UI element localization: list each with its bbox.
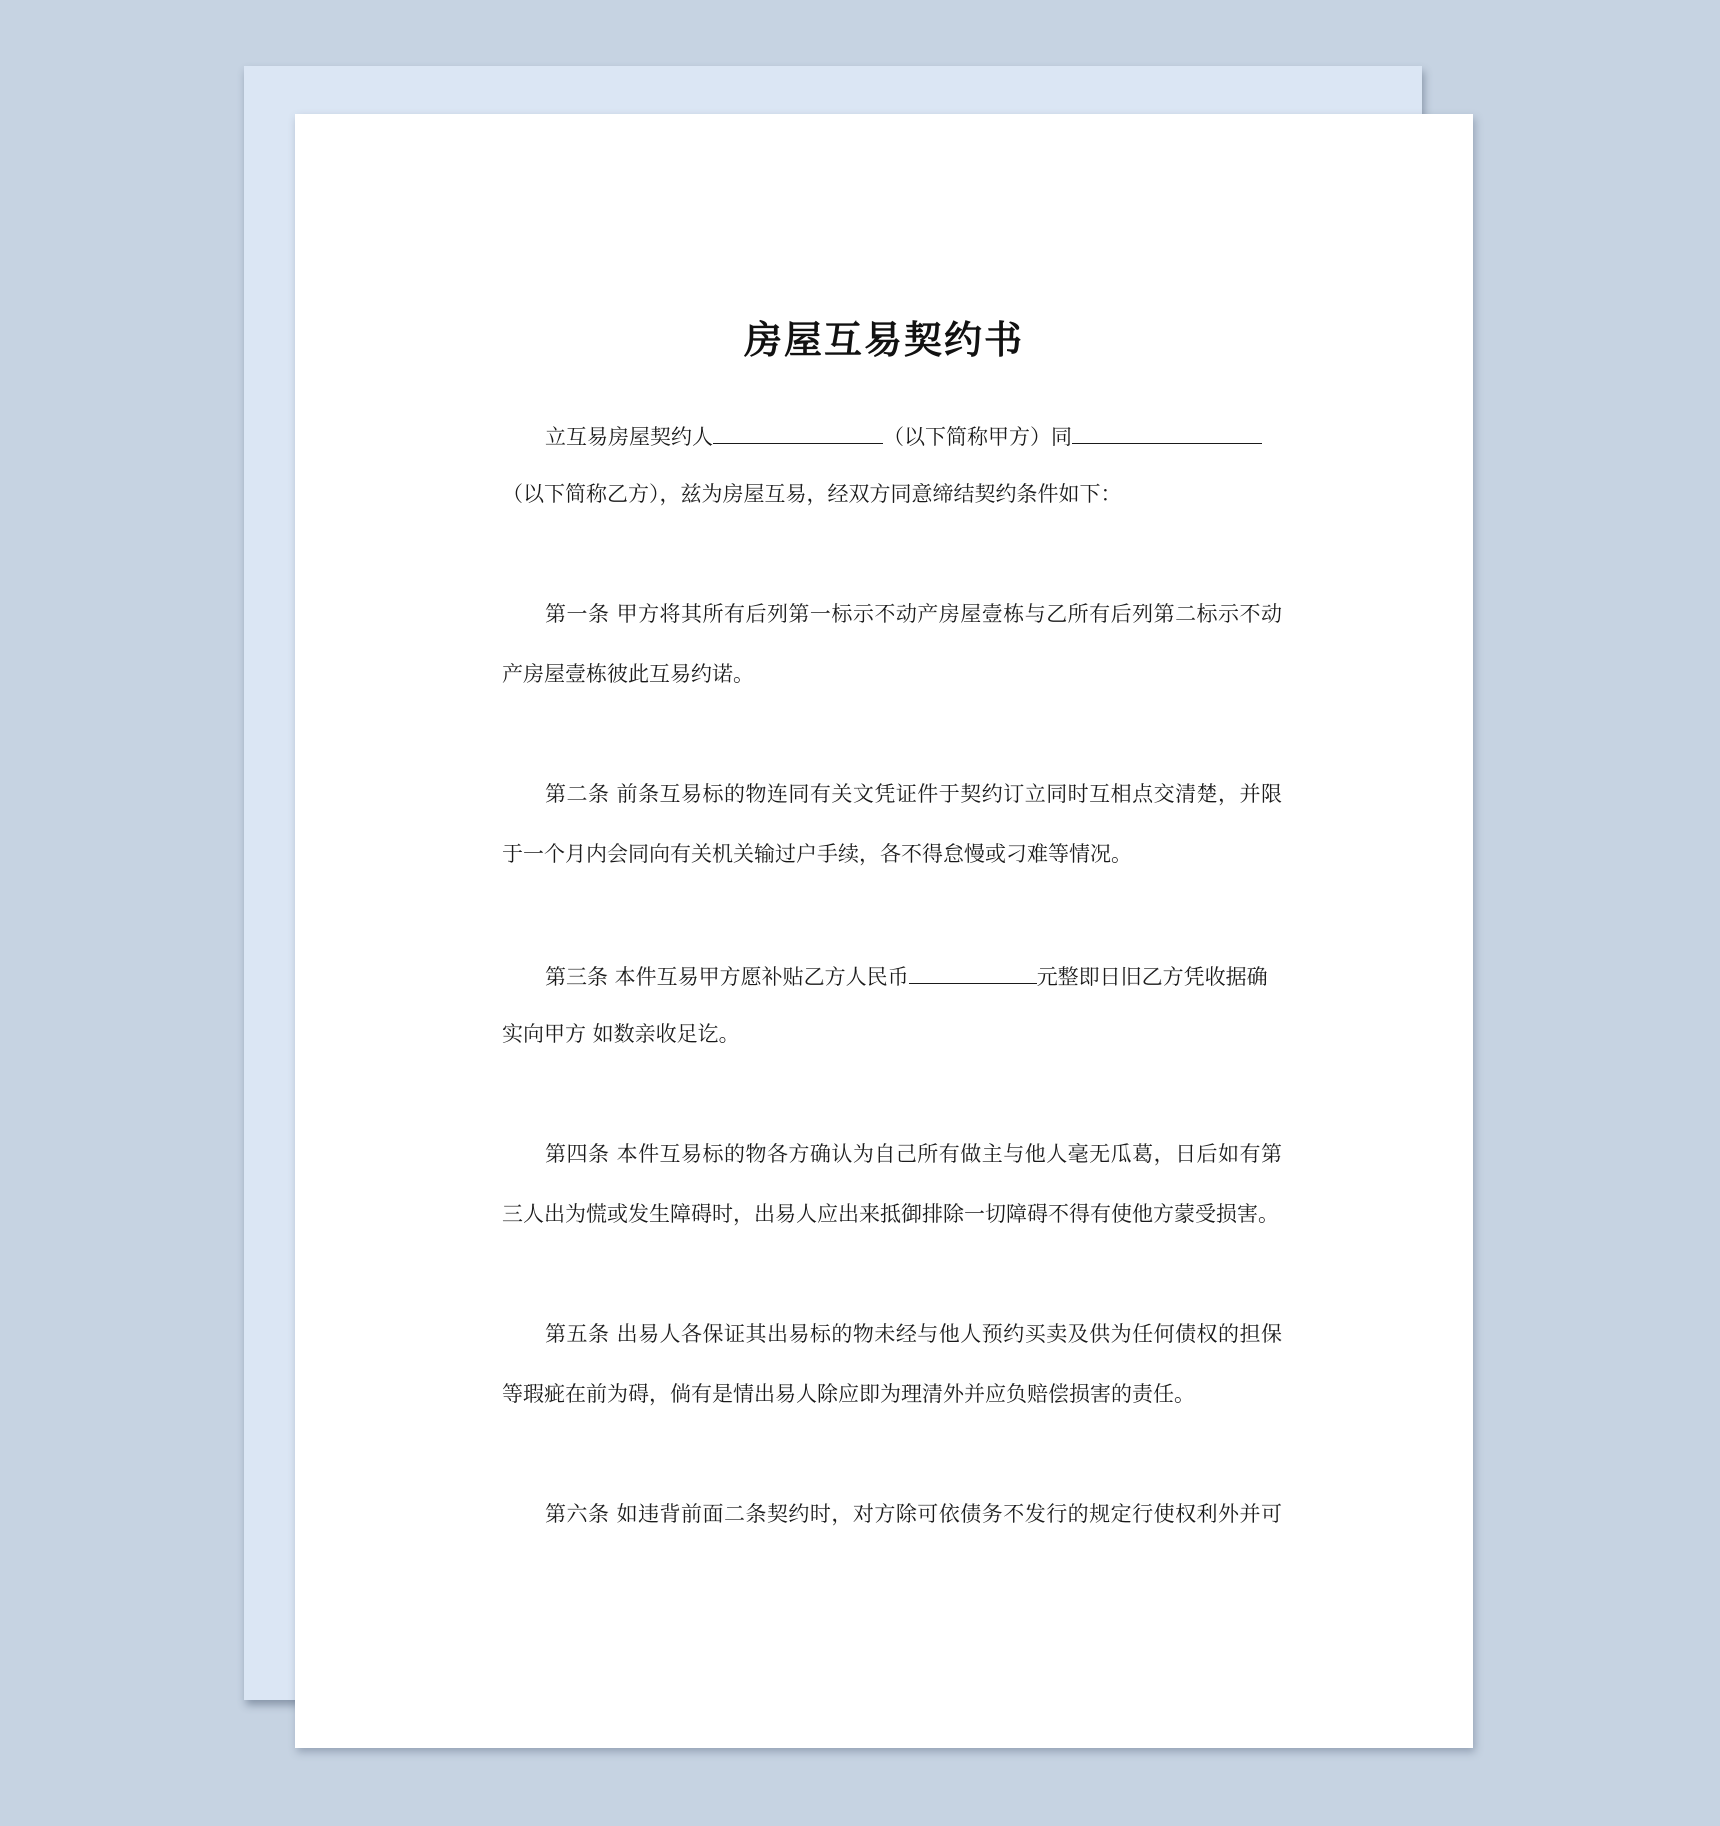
article-1-line-2: 产房屋壹栋彼此互易约诺。 <box>502 662 754 686</box>
article-6-line-1: 第六条 如违背前面二条契约时，对方除可依债务不发行的规定行使权利外并可 <box>545 1502 1282 1526</box>
intro-line-2: （以下简称乙方），兹为房屋互易，经双方同意缔结契约条件如下： <box>502 482 1122 506</box>
intro-line-1 <box>502 419 1282 452</box>
article-1-line-1: 第一条 甲方将其所有后列第一标示不动产房屋壹栋与乙所有后列第二标示不动 <box>545 602 1282 626</box>
article-3-text-b: 元整即日旧乙方凭收据确 <box>1036 965 1268 989</box>
article-5-line-1: 第五条 出易人各保证其出易标的物未经与他人预约买卖及供为任何债权的担保 <box>545 1322 1282 1346</box>
article-4-line-2: 三人出为慌或发生障碍时，出易人应出来抵御排除一切障碍不得有使他方蒙受损害。 <box>502 1202 1279 1226</box>
article-3-line-1 <box>502 959 1282 992</box>
party-a-name-blank <box>713 419 883 444</box>
article-5-line-2: 等瑕疵在前为碍，倘有是情出易人除应即为理清外并应负赔偿损害的责任。 <box>502 1382 1195 1406</box>
article-2-line-1: 第二条 前条互易标的物连同有关文凭证件于契约订立同时互相点交清楚，并限 <box>545 782 1282 806</box>
article-4-line-1: 第四条 本件互易标的物各方确认为自己所有做主与他人毫无瓜葛，日后如有第 <box>545 1142 1282 1166</box>
party-b-name-blank <box>1072 419 1262 444</box>
article-3-text-a: 第三条 本件互易甲方愿补贴乙方人民币 <box>545 965 909 989</box>
amount-blank <box>909 959 1037 984</box>
intro-text-b: （以下简称甲方）同 <box>883 425 1072 449</box>
article-2-line-2: 于一个月内会同向有关机关输过户手续，各不得怠慢或刁难等情况。 <box>502 842 1132 866</box>
document-title: 房屋互易契约书 <box>743 318 1024 362</box>
intro-text-a: 立互易房屋契约人 <box>545 425 713 449</box>
document-page <box>295 114 1473 1748</box>
article-3-line-2: 实向甲方 如数亲收足讫。 <box>502 1022 740 1046</box>
